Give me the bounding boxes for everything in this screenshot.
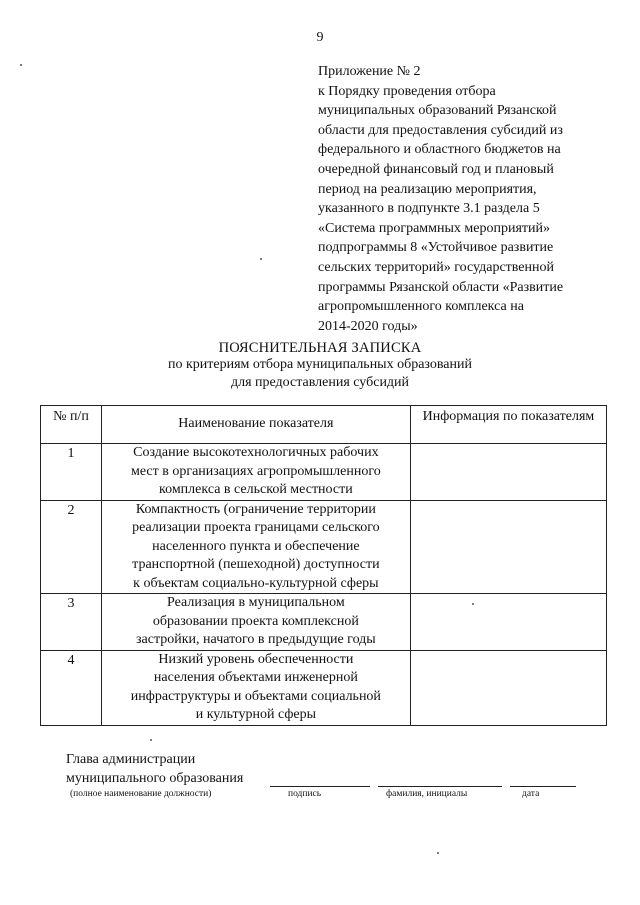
appendix-line: сельских территорий» государственной bbox=[318, 259, 554, 275]
header-info bbox=[410, 406, 606, 444]
appendix-line: федерального и областного бюджетов на bbox=[318, 142, 561, 158]
note-title: ПОЯСНИТЕЛЬНАЯ ЗАПИСКА bbox=[218, 340, 422, 356]
row-name-line: к объектам социально-культурной сферы bbox=[133, 575, 379, 591]
signature-line[interactable] bbox=[270, 786, 370, 787]
scan-speck bbox=[437, 852, 439, 854]
criteria-table bbox=[40, 405, 607, 726]
table-row bbox=[41, 594, 607, 651]
row-name bbox=[101, 444, 410, 501]
table-row bbox=[41, 650, 607, 725]
row-name-line: инфраструктуры и объектами социальной bbox=[130, 688, 381, 704]
appendix-line: муниципальных образований Рязанской bbox=[318, 103, 557, 119]
row-name-line: реализации проекта границами сельского bbox=[132, 520, 380, 535]
scan-speck bbox=[150, 739, 152, 741]
page-number: 9 bbox=[316, 30, 324, 45]
appendix-line: агропромышленного комплекса на bbox=[318, 299, 524, 315]
row-name-line: населения объектами инженерной bbox=[153, 670, 358, 685]
appendix-line: «Система программных мероприятий» bbox=[318, 220, 551, 236]
row-name-line: комплекса в сельской местности bbox=[159, 482, 353, 497]
table-row bbox=[41, 444, 607, 501]
row-name-line: Реализация в муниципальном bbox=[167, 595, 345, 610]
scan-speck bbox=[472, 603, 474, 605]
appendix-block bbox=[318, 62, 618, 336]
row-name-line: мест в организациях агропромышленного bbox=[130, 463, 381, 479]
row-name-line: застройки, начатого в предыдущие годы bbox=[136, 632, 376, 647]
row-name-line: транспортной (пешеходной) доступности bbox=[132, 557, 380, 572]
row-name-line: образовании проекта комплексной bbox=[152, 613, 359, 629]
position-label: муниципального образования bbox=[66, 771, 244, 786]
row-name bbox=[101, 500, 410, 594]
caption-position: (полное наименование должности) bbox=[70, 789, 212, 799]
header-info-line: показателям bbox=[520, 409, 595, 424]
appendix-line: области для предоставления субсидий из bbox=[318, 122, 563, 138]
row-info[interactable] bbox=[410, 594, 606, 651]
header-info-line: Информация по bbox=[422, 409, 518, 424]
row-number: 1 bbox=[41, 444, 102, 501]
caption-signature: подпись bbox=[288, 789, 322, 799]
row-name bbox=[101, 650, 410, 725]
name-line[interactable] bbox=[378, 786, 502, 787]
caption-name: фамилия, инициалы bbox=[386, 789, 468, 799]
position-label: Глава администрации bbox=[66, 752, 196, 767]
row-info[interactable] bbox=[410, 650, 606, 725]
header-number-line: № bbox=[53, 409, 67, 424]
row-info[interactable] bbox=[410, 444, 606, 501]
row-number: 3 bbox=[41, 594, 102, 651]
appendix-line: программы Рязанской области «Развитие bbox=[318, 279, 564, 295]
date-line[interactable] bbox=[510, 786, 576, 787]
row-number: 2 bbox=[41, 500, 102, 594]
appendix-line: Приложение № 2 bbox=[318, 64, 421, 79]
appendix-line: подпрограммы 8 «Устойчивое развитие bbox=[318, 240, 554, 256]
row-name-line: Создание высокотехнологичных рабочих bbox=[133, 445, 379, 460]
row-name-line: и культурной сферы bbox=[195, 707, 317, 722]
scan-speck bbox=[20, 64, 22, 66]
row-info[interactable] bbox=[410, 500, 606, 594]
appendix-line: указанного в подпункте 3.1 раздела 5 bbox=[318, 201, 540, 217]
appendix-line: период на реализацию мероприятия, bbox=[318, 181, 537, 197]
note-subtitle: по критериям отбора муниципальных образований bbox=[167, 357, 472, 372]
row-name bbox=[101, 594, 410, 651]
scan-speck bbox=[260, 258, 262, 260]
header-name: Наименование показателя bbox=[101, 406, 410, 444]
caption-date: дата bbox=[522, 789, 540, 799]
row-number: 4 bbox=[41, 650, 102, 725]
row-name-line: населенного пункта и обеспечение bbox=[152, 538, 360, 554]
row-name-line: Низкий уровень обеспеченности bbox=[158, 651, 354, 667]
row-name-line: Компактность (ограничение территории bbox=[135, 501, 376, 517]
appendix-line: к Порядку проведения отбора bbox=[318, 83, 496, 99]
table-header-row bbox=[41, 406, 607, 444]
table-row bbox=[41, 500, 607, 594]
header-number bbox=[41, 406, 102, 444]
header-number-line: п/п bbox=[69, 409, 89, 424]
appendix-line: 2014-2020 годы» bbox=[318, 318, 418, 334]
appendix-line: очередной финансовый год и плановый bbox=[318, 161, 554, 177]
note-subtitle: для предоставления субсидий bbox=[230, 375, 410, 390]
